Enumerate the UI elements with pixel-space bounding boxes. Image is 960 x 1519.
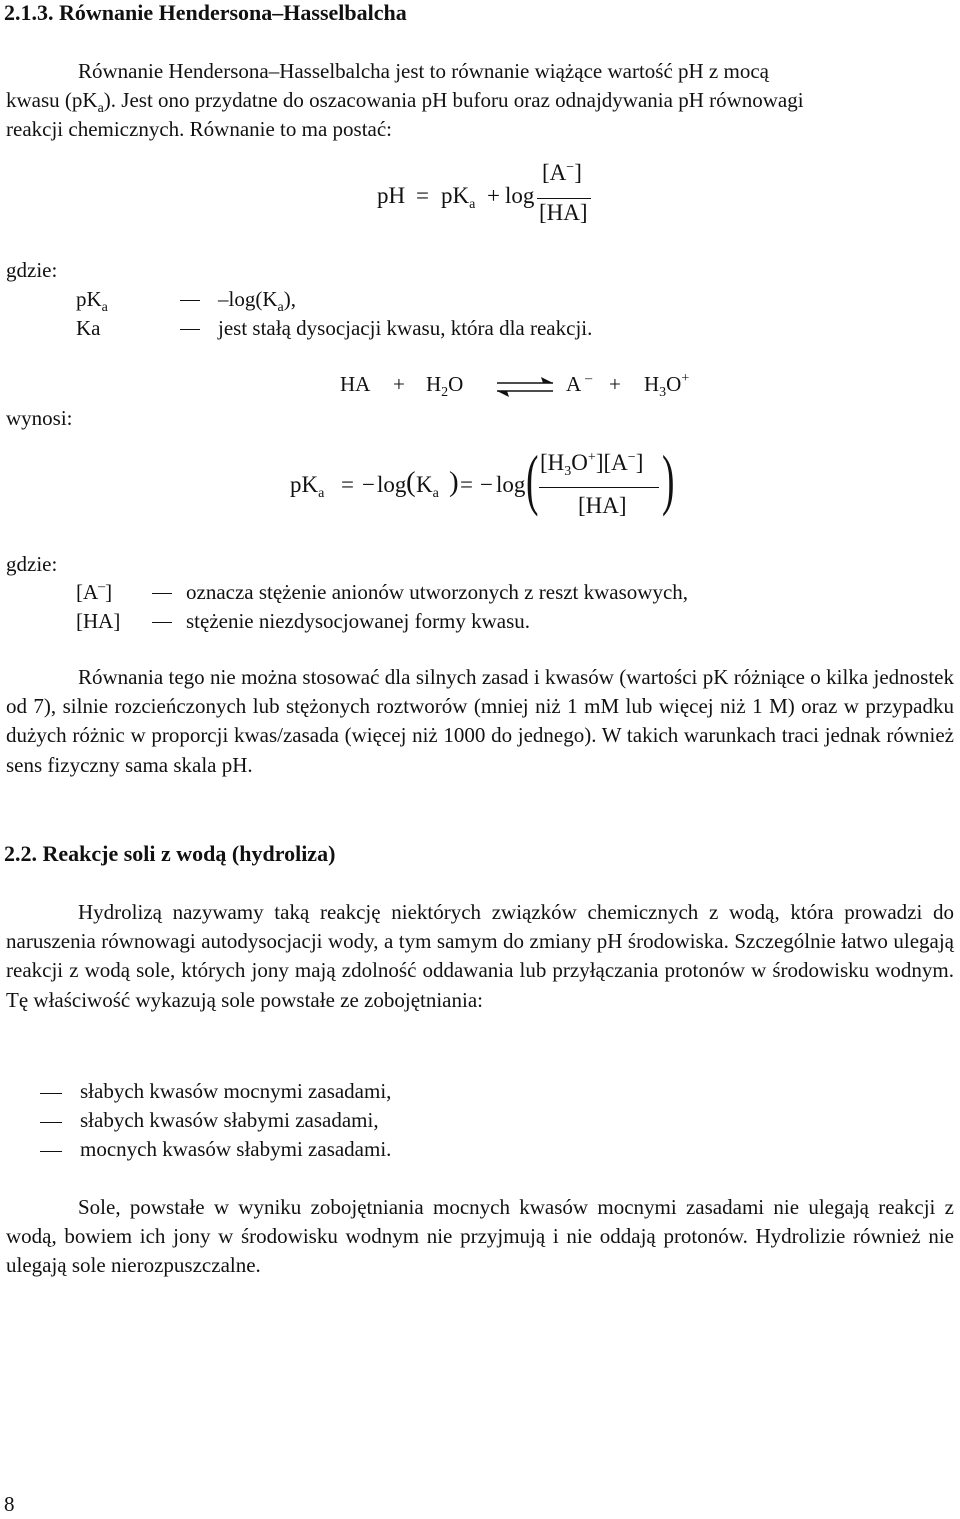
paragraph-strong-salts: Sole, powstałe w wyniku zobojętniania mocnych kwasów mocnymi zasadami nie ulegają reakcji z wodą, bowiem ich jony w środowisku wodnym nie przyjmują i nie oddają protonów. Hydrolizie również nie ulegają sole nierozpuszczalne. [6, 1195, 955, 1278]
eq2-minus: − [480, 472, 493, 497]
eq2-numerator: $[H_3O^+][A^-]$ [540, 450, 644, 479]
eq2-equals: = [460, 472, 473, 497]
list-item: słabych kwasów słabymi zasadami, [80, 1108, 379, 1132]
eq2-denominator: [HA] [578, 493, 627, 518]
eq2-minus: − [362, 472, 375, 497]
eq2-paren-open: ( [406, 466, 416, 498]
def-term-pka: $pK_a$ [76, 287, 108, 315]
def-term-ka: Ka [76, 316, 101, 340]
gdzie-label-2: gdzie: [6, 552, 58, 576]
def-dash [180, 329, 200, 330]
eq2-paren-close: ) [449, 466, 459, 498]
paragraph-limitations: Równania tego nie można stosować dla silnych zasad i kwasów (wartości pK różniące o kilka jednostek od 7), silnie rozcieńczonych lub stężonych roztworów (mniej niż 1 mM lub więcej niż 1 M) oraz w przypadku dużych różnic w proporcji kwas/zasada (więcej niż 1000 do jednego). W takich warunkach traci jednak również sens fizyczny sama skala pH. [6, 665, 954, 777]
wynosi-label: wynosi: [6, 406, 73, 430]
gdzie-label-1: gdzie: [6, 258, 58, 282]
def-dash [180, 300, 200, 301]
list-dash [40, 1151, 62, 1152]
reaction-h3o-plus: $H_3O^+$ [644, 371, 690, 400]
eq2-big-paren-open: ( [526, 441, 539, 517]
section-heading-2-2: 2.2. Reakcje soli z wodą (hydroliza) [4, 841, 336, 866]
eq1-numerator: [A−] [542, 160, 582, 185]
eq1-pk: $pK_a$ [441, 183, 476, 212]
paragraph-hydrolysis: Hydrolizą nazywamy taką reakcję niektórych związków chemicznych z wodą, która prowadzi do naruszenia równowagi autodysocjacji wody, a tym samym do zmiany pH środowiska. Szczególnie łatwo ulegają reakcji z wodą sole, których jony mają zdolność oddawania lub przyłączania protonów w środowisku wodnym. Tę właściwość wykazują sole powstałe ze zobojętniania: [6, 900, 954, 1012]
intro-line-3: reakcji chemicznych. Równanie to ma postać: [6, 117, 393, 141]
eq1-equals: = [416, 183, 429, 208]
def-pka-text: $-\log(K_a)$, [218, 287, 296, 315]
eq2-big-paren-close: ) [662, 441, 675, 517]
intro-line-2: kwasu $(pK_a)$. Jest ono przydatne do oszacowania pH buforu oraz odnajdywania pH równowagi [6, 88, 804, 116]
def-a-minus-text: oznacza stężenie anionów utworzonych z reszt kwasowych, [186, 580, 689, 604]
intro-line-1: Równanie Hendersona–Hasselbalcha jest to równanie wiążące wartość pH z mocą [78, 59, 769, 83]
eq1-lhs: pH [377, 183, 406, 208]
reaction-ha: HA [340, 372, 371, 396]
page-number: 8 [4, 1492, 15, 1516]
reaction-plus: + [393, 372, 405, 396]
list-item: mocnych kwasów słabymi zasadami. [80, 1137, 392, 1161]
eq2-log: log [496, 472, 526, 497]
list-dash [40, 1122, 62, 1123]
equilibrium-arrow-icon [493, 374, 557, 400]
def-dash [152, 593, 172, 594]
reaction-h2o: $H_2O$ [426, 372, 464, 400]
def-ka-text: jest stałą dysocjacji kwasu, która dla reakcji. [218, 316, 593, 340]
list-dash [40, 1093, 62, 1094]
reaction-plus: + [609, 372, 621, 396]
def-ha-text: stężenie niezdysocjowanej formy kwasu. [186, 609, 531, 633]
def-term-ha: [HA] [76, 609, 121, 633]
list-item: słabych kwasów mocnymi zasadami, [80, 1079, 392, 1103]
reaction-a-minus: A – [566, 371, 593, 396]
eq1-log: log [505, 183, 535, 208]
eq2-pk: $pK_a$ [290, 472, 325, 501]
eq2-fraction-bar [539, 487, 659, 488]
eq2-log: log [377, 472, 407, 497]
eq2-equals: = [341, 472, 354, 497]
def-term-a-minus: [A–] [76, 579, 113, 604]
eq1-plus: + [487, 183, 500, 208]
section-heading-2-1-3: 2.1.3. Równanie Hendersona–Hasselbalcha [4, 0, 407, 25]
eq1-denominator: [HA] [539, 200, 588, 225]
def-dash [152, 622, 172, 623]
eq2-k: $K_a$ [416, 472, 439, 501]
